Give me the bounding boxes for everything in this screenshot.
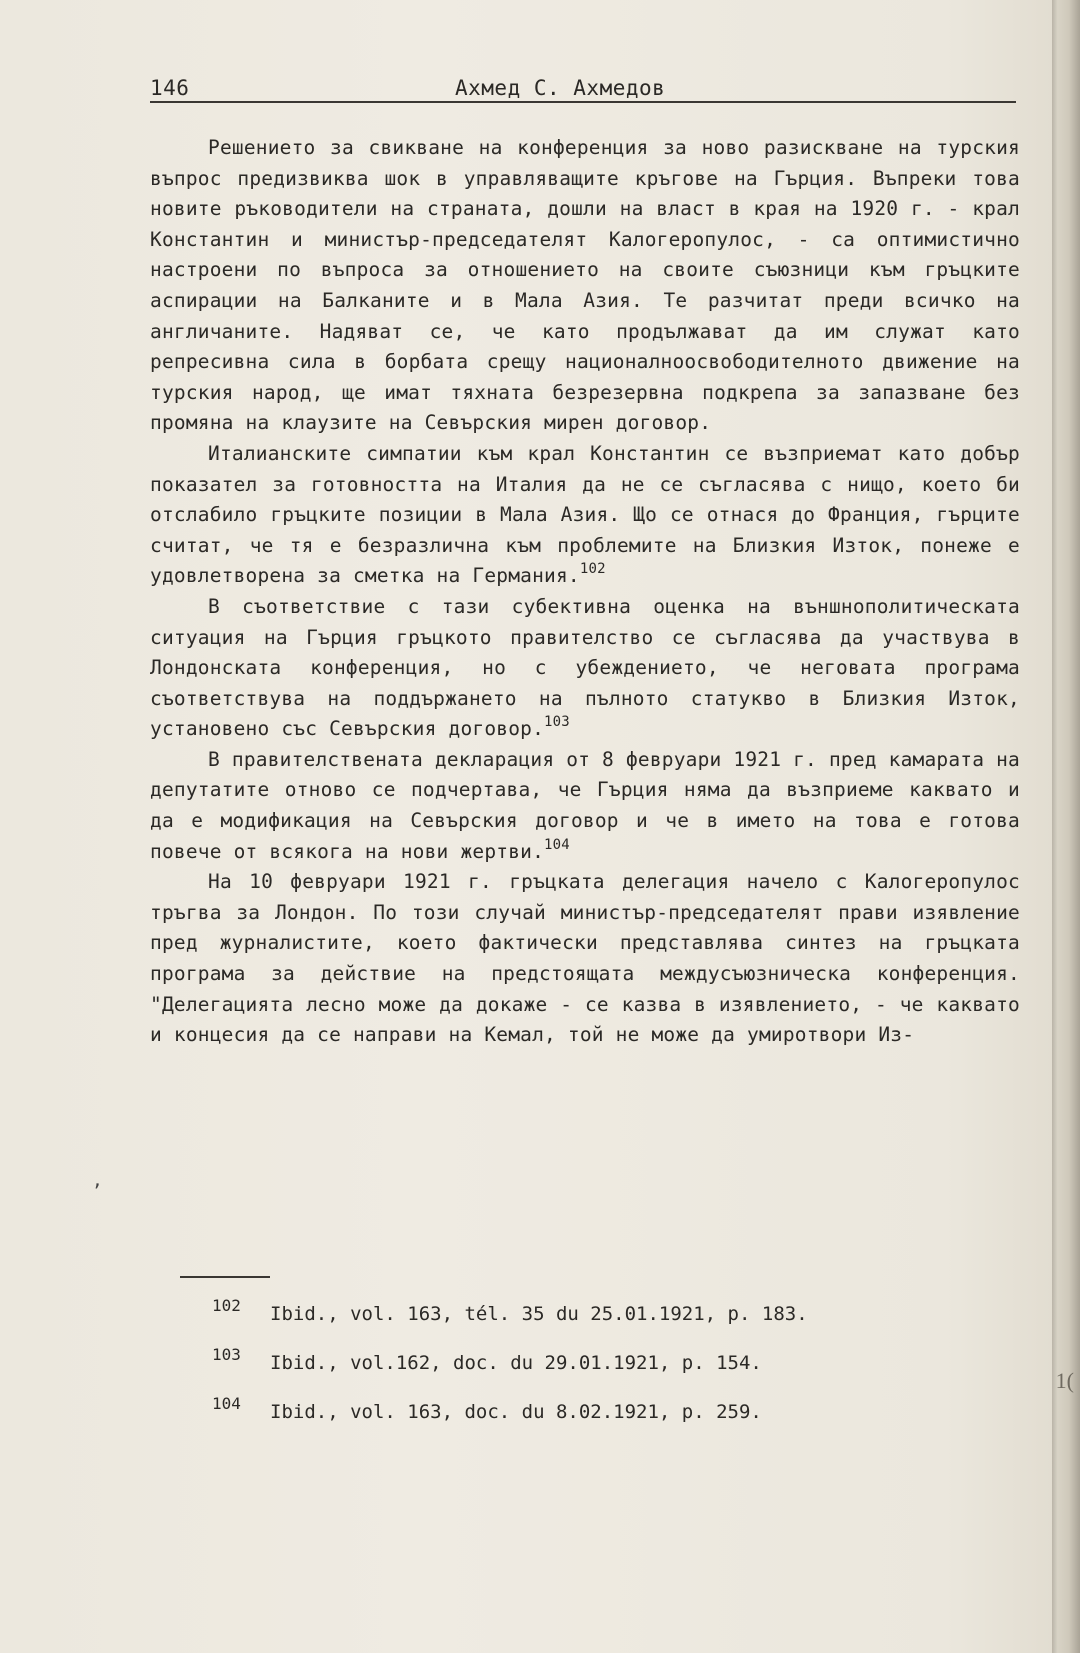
margin-speck: ,: [92, 1170, 103, 1191]
footnote-number: 103: [212, 1345, 241, 1364]
footnote-text: Ibid., vol. 163, tél. 35 du 25.01.1921, p. 183.: [270, 1303, 808, 1325]
footnote-reference: 102: [579, 561, 606, 578]
footnotes: [212, 1290, 972, 1437]
footnote-rule: [180, 1276, 270, 1278]
page-edge: [1052, 0, 1080, 1653]
page-number: 146: [150, 76, 190, 100]
paragraph: [150, 867, 1020, 1051]
footnote: [212, 1290, 972, 1339]
paragraph: [150, 439, 1020, 592]
footnote: [212, 1339, 972, 1388]
footnote-number: 104: [212, 1394, 241, 1413]
paragraph-text: В съответствие с тази субективна оценка на външнополитическата ситуация на Гърция гръцкото правителство се съгласява да участвува в Лондонската конференция, но с убеждението, че неговата програма съответствува на поддържането на пълното статукво в Близкия Изток, установено със Севърския договор.: [150, 594, 1020, 741]
paragraph-text: В правителствената декларация от 8 февруари 1921 г. пред камарата на депутатите отново се подчертава, че Гърция няма да възприеме каквато и да е модификация на Севърския договор и че в името на това е готова повече от всякога на нови жертви.: [150, 747, 1020, 863]
paragraph-text: Италианските симпатии към крал Константин се възприемат като добър показател за готовността на Италия да не се съгласява с нищо, което би отслабило гръцките позиции в Мала Азия. Що се отнася до Франция, гърците считат, че тя е безразлична към проблемите на Близкия Изток, понеже е удовлетворена за сметка на Германия.: [150, 441, 1020, 588]
paragraph: [150, 133, 1020, 439]
footnote: [212, 1388, 972, 1437]
footnote-text: Ibid., vol.162, doc. du 29.01.1921, p. 154.: [270, 1352, 762, 1374]
paragraph-text: Решението за свикване на конференция за ново разискване на турския въпрос предизвиква шок в управляващите кръгове на Гърция. Въпреки това новите ръководители на страната, дошли на власт в края на 1920 г. - крал Константин и министър-председателят Калогеропулос, - са оптимистично настроени по въпроса за отношението на своите съюзници към гръцките аспирации на Балканите и в Мала Азия. Те разчитат преди всичко на англичаните. Надяват се, че като продължават да им служат като репресивна сила в борбата срещу националноосвободителното движение на турския народ, ще имат тяхната безрезервна подкрепа за запазване без промяна на клаузите на Севърския мирен договор.: [150, 136, 1020, 435]
header-rule: [150, 101, 1016, 103]
edge-mark: 1(: [1055, 1368, 1074, 1393]
footnote-number: 102: [212, 1296, 241, 1315]
running-head: [150, 74, 1016, 104]
paragraph: [150, 745, 1020, 867]
footnote-reference: 104: [544, 836, 570, 853]
footnote-reference: 103: [544, 714, 570, 731]
footnote-text: Ibid., vol. 163, doc. du 8.02.1921, p. 259.: [270, 1401, 762, 1423]
paragraph-text: На 10 февруари 1921 г. гръцката делегация начело с Калогеропулос тръгва за Лондон. По този случай министър-председателят прави изявление пред журналистите, което фактически представлява синтез на гръцката програма за действие на предстоящата междусъюзническа конференция. "Делегацията лесно може да докаже - се казва в изявлението, - че каквато и концесия да се направи на Кемал, той не може да умиротвори Из-: [150, 870, 1020, 1047]
header-title: Ахмед С. Ахмедов: [455, 76, 666, 100]
body-text: [150, 133, 1020, 1051]
paragraph: [150, 592, 1020, 745]
